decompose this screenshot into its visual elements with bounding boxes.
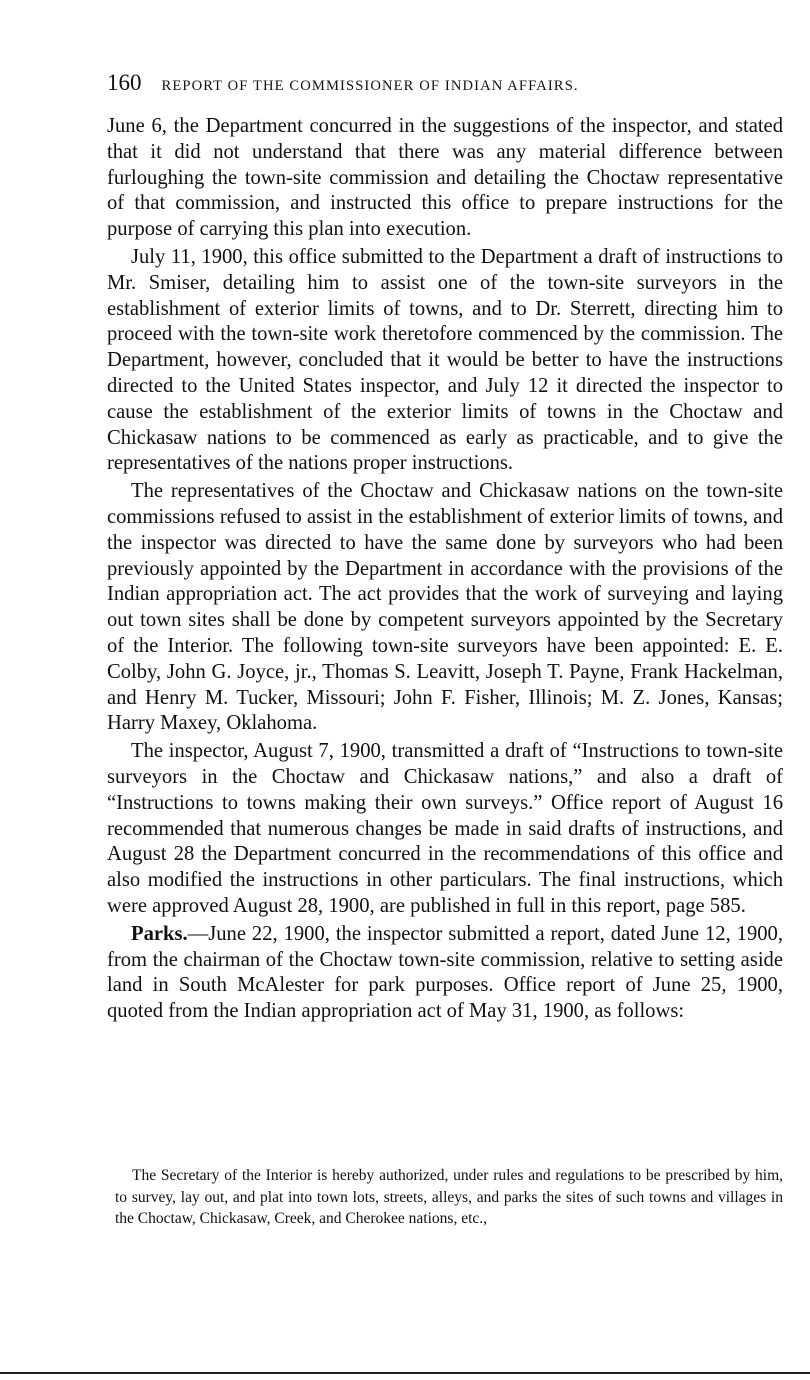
paragraph: June 6, the Department concurred in the suggestions of the inspector, and stated that it did not understand that there was any material difference between furloughing the town-site commission and detailing the Choctaw representative of that commission, and instructed this office to prepare instructions for the purpose of carrying this plan into execution.: [107, 115, 783, 241]
paragraph: The representatives of the Choctaw and Chickasaw nations on the town-site commissions refused to assist in the establishment of exterior limits of towns, and the inspector was directed to have the same done by surveyors who had been previously appointed by the Department in accordance with the provisions of the Indian appropriation act. The act provides that the work of surveying and laying out town sites shall be done by competent surveyors appointed by the Secretary of the Interior. The following town-site surveyors have been appointed: E. E. Colby, John G. Joyce, jr., Thomas S. Leavitt, Joseph T. Payne, Frank Hackelman, and Henry M. Tucker, Missouri; John F. Fisher, Illinois; M. Z. Jones, Kansas; Harry Maxey, Oklahoma.: [107, 480, 783, 735]
paragraph-parks: Parks.—June 22, 1900, the inspector submitted a report, dated June 12, 1900, from the chairman of the Choctaw town-site commission, relative to setting aside land in South McAlester for park purposes. Office report of June 25, 1900, quoted from the Indian appropriation act of May 31, 1900, as follows:: [107, 922, 783, 1023]
paragraph: July 11, 1900, this office submitted to the Department a draft of instructions to Mr. Smiser, detailing him to assist one of the town-site surveyors in the establishment of exterior limits of towns, and to Dr. Sterrett, directing him to proceed with the town-site work theretofore commenced by the commission. The Department, however, concluded that it would be better to have the instructions directed to the United States inspector, and July 12 it directed the inspector to cause the establishment of the exterior limits of towns in the Choctaw and Chickasaw nations to be commenced as early as practicable, and to give the representatives of the nations proper instructions.: [107, 245, 783, 475]
page-header: [107, 70, 717, 106]
block-quote: [115, 1165, 783, 1230]
section-lead: Parks.: [131, 922, 188, 945]
quote-text: The Secretary of the Interior is hereby authorized, under rules and regulations to be prescribed by him, to survey, lay out, and plat into town lots, streets, alleys, and parks the sites of such towns and villages in the Choctaw, Chickasaw, Creek, and Cherokee nations, etc.,: [115, 1167, 783, 1227]
running-title: REPORT OF THE COMMISSIONER OF INDIAN AFFAIRS.: [161, 78, 579, 94]
paragraph: The inspector, August 7, 1900, transmitted a draft of “Instructions to town-site surveyors in the Choctaw and Chickasaw nations,” and also a draft of “Instructions to towns making their own surveys.” Office report of August 16 recommended that numerous changes be made in said drafts of instructions, and August 28 the Department concurred in the recommendations of this office and also modified the instructions in other particulars. The final instructions, which were approved August 28, 1900, are published in full in this report, page 585.: [107, 740, 783, 917]
page-edge-rule: [0, 1372, 810, 1374]
page-number: 160: [107, 70, 142, 95]
body-text: [107, 114, 783, 1025]
